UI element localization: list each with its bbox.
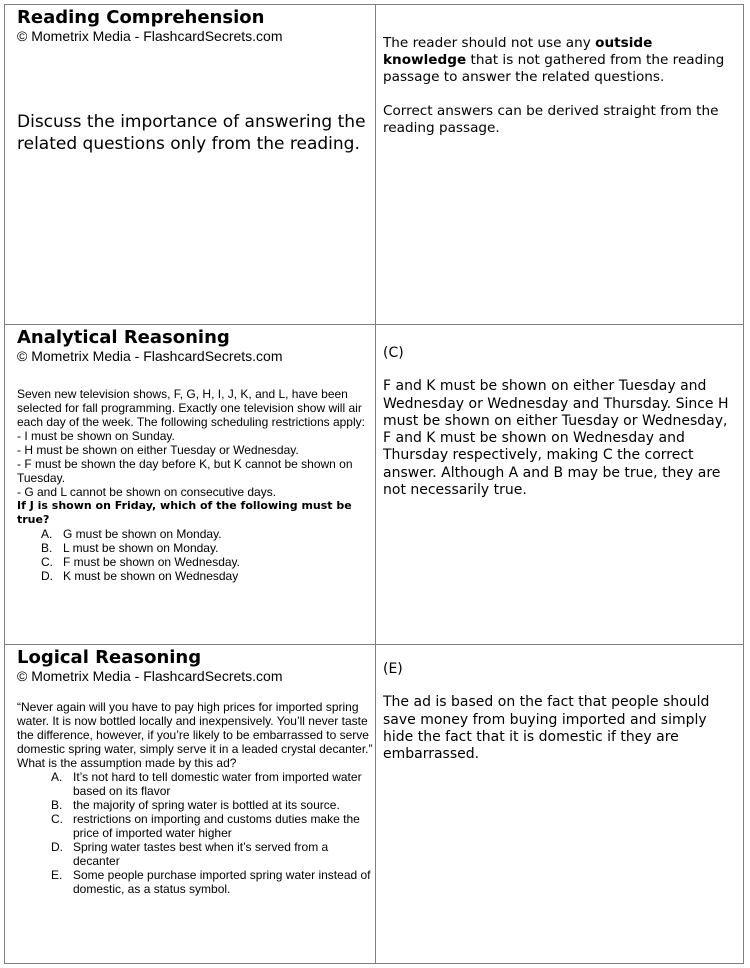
answer-paragraph: Correct answers can be derived straight from the reading passage. (383, 103, 719, 136)
option-text: the majority of spring water is bottled at its source. (73, 798, 340, 812)
card-title: Reading Comprehension (17, 7, 265, 28)
option-text: restrictions on importing and customs duties make the price of imported water higher (73, 812, 360, 840)
option-text: L must be shown on Monday. (63, 541, 219, 555)
answer-letter: (E) (383, 661, 403, 677)
answer-letter: (C) (383, 345, 404, 361)
option-item (41, 541, 373, 555)
option-letter: B. (41, 541, 53, 555)
question-passage: “Never again will you have to pay high prices for imported spring water. It is now bottled locally and inexpensively. You’ll never taste the difference, however, if you’re likely to be embarrassed to serve domestic spring water, simply serve it in a leaded crystal decanter.” What is the assumption made by this ad? (17, 700, 373, 770)
card-title: Logical Reasoning (17, 647, 202, 668)
option-text: It’s not hard to tell domestic water from imported water based on its flavor (73, 770, 362, 798)
answer-options (17, 527, 373, 583)
option-letter: D. (41, 569, 53, 583)
rule-item: - H must be shown on either Tuesday or Wednesday. (17, 443, 299, 457)
question-passage: Seven new television shows, F, G, H, I, J, K, and L, have been selected for fall programming. Exactly one television show will air each day of the week. The following scheduling restrictions apply: (17, 387, 365, 429)
option-text: K must be shown on Wednesday (63, 569, 239, 583)
copyright-notice: © Mometrix Media - FlashcardSecrets.com (17, 28, 283, 44)
flashcard-grid (4, 4, 744, 964)
option-item (41, 527, 373, 541)
card-answer-reading-comprehension (383, 35, 735, 315)
option-letter: D. (51, 840, 63, 854)
option-letter: E. (51, 868, 63, 882)
card-question-analytical-reasoning (17, 327, 373, 643)
card-answer-logical-reasoning (383, 661, 735, 951)
question-prompt: Discuss the importance of answering the related questions only from the reading. (17, 112, 366, 154)
question-stem: If J is shown on Friday, which of the following must be true? (17, 499, 352, 526)
rule-item: - G and L cannot be shown on consecutive days. (17, 485, 277, 499)
option-item (51, 798, 373, 812)
option-text: F must be shown on Wednesday. (63, 555, 240, 569)
rule-item: - F must be shown the day before K, but K cannot be shown on Tuesday. (17, 457, 353, 485)
row-divider (5, 644, 743, 645)
rule-item: - I must be shown on Sunday. (17, 429, 175, 443)
option-letter: C. (51, 812, 63, 826)
column-divider (375, 5, 376, 963)
copyright-notice: © Mometrix Media - FlashcardSecrets.com (17, 348, 283, 364)
option-item (51, 868, 373, 896)
option-text: Some people purchase imported spring water instead of domestic, as a status symbol. (73, 868, 371, 896)
card-title: Analytical Reasoning (17, 327, 230, 348)
answer-explanation: F and K must be shown on either Tuesday and Wednesday or Wednesday and Thursday. Since H must be shown on either Tuesday or Wednesday, F and K must be shown on Wednesday and Thursday respectively, making C the correct answer. Although A and B may be true, they are not necessarily true. (383, 378, 729, 499)
option-item (41, 569, 373, 583)
card-question-reading-comprehension (17, 7, 373, 323)
answer-emphasis: outside knowledge (383, 35, 653, 68)
option-letter: C. (41, 555, 53, 569)
option-item (41, 555, 373, 569)
option-item (51, 812, 373, 840)
card-question-logical-reasoning (17, 647, 373, 961)
answer-text: The reader should not use any (383, 35, 596, 51)
copyright-notice: © Mometrix Media - FlashcardSecrets.com (17, 668, 283, 684)
row-divider (5, 324, 743, 325)
option-letter: A. (41, 527, 53, 541)
card-answer-analytical-reasoning (383, 345, 735, 635)
option-letter: B. (51, 798, 63, 812)
option-letter: A. (51, 770, 63, 784)
option-item (51, 770, 373, 798)
option-text: G must be shown on Monday. (63, 527, 222, 541)
option-item (51, 840, 373, 868)
answer-explanation: The ad is based on the fact that people should save money from buying imported and simply hide the fact that it is domestic if they are embarrassed. (383, 694, 710, 763)
answer-text: that is not gathered from the reading passage to answer the related questions. (383, 52, 725, 85)
answer-options (17, 770, 373, 896)
option-text: Spring water tastes best when it’s served from a decanter (73, 840, 329, 868)
answer-paragraph (383, 35, 735, 86)
